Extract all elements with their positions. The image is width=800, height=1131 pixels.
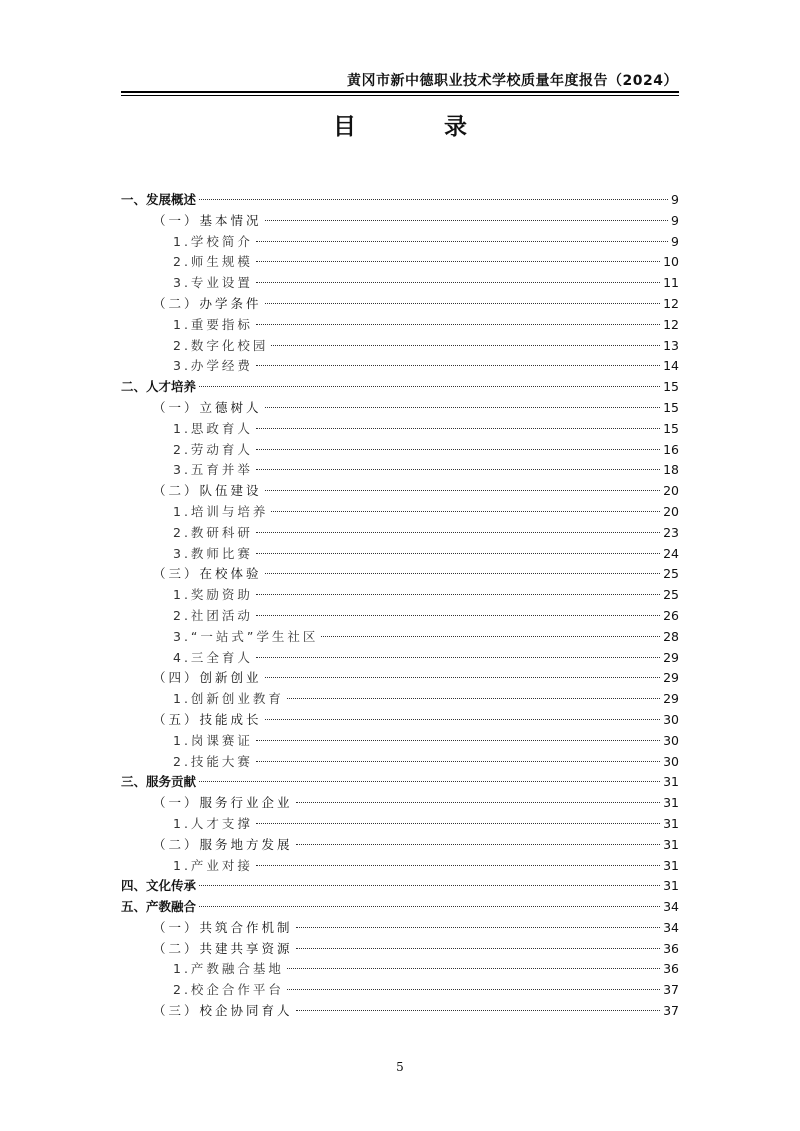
toc-entry-page: 20 — [663, 503, 679, 519]
toc-entry-page: 30 — [663, 732, 679, 748]
dot-leader — [296, 802, 661, 803]
toc-entry-page: 12 — [663, 295, 679, 311]
toc-entry-text: （二）办学条件 — [153, 295, 262, 311]
toc-entry-page: 25 — [663, 587, 679, 603]
toc-entry-text: 4.三全育人 — [173, 649, 253, 665]
toc-entry-page: 12 — [663, 316, 679, 332]
toc-entry-text: 3.“一站式”学生社区 — [173, 628, 319, 644]
toc-entry-text: 3.专业设置 — [173, 275, 253, 291]
toc-entry-level-2[interactable] — [121, 398, 679, 419]
toc-entry-level-1[interactable] — [121, 377, 679, 398]
toc-entry-page: 10 — [663, 254, 679, 270]
dot-leader — [265, 677, 661, 678]
toc-entry-text: 1.思政育人 — [173, 420, 253, 436]
toc-entry-level-3[interactable] — [121, 689, 679, 710]
toc-entry-page: 15 — [663, 399, 679, 415]
dot-leader — [199, 885, 660, 886]
toc-entry-text: 1.重要指标 — [173, 316, 253, 332]
toc-entry-page: 15 — [663, 379, 679, 395]
toc-entry-text: 1.学校简介 — [173, 233, 253, 249]
toc-entry-page: 18 — [663, 462, 679, 478]
toc-entry-text: 3.五育并举 — [173, 462, 253, 478]
toc-entry-page: 13 — [663, 337, 679, 353]
toc-entry-text: （一）立德树人 — [153, 399, 262, 415]
dot-leader — [287, 698, 660, 699]
toc-entry-level-2[interactable] — [121, 668, 679, 689]
dot-leader — [256, 469, 660, 470]
toc-entry-text: 2.师生规模 — [173, 254, 253, 270]
toc-entry-page: 31 — [663, 795, 679, 811]
dot-leader — [256, 615, 660, 616]
dot-leader — [199, 781, 660, 782]
toc-entry-page: 30 — [663, 753, 679, 769]
toc-entry-text: 2.教研科研 — [173, 524, 253, 540]
toc-entry-page: 37 — [663, 982, 679, 998]
toc-entry-page: 9 — [671, 212, 679, 228]
toc-entry-text: 四、文化传承 — [121, 878, 197, 894]
toc-entry-page: 9 — [671, 192, 679, 207]
dot-leader — [287, 968, 660, 969]
toc-entry-page: 15 — [663, 420, 679, 436]
toc-entry-text: 1.培训与培养 — [173, 503, 269, 519]
toc-entry-level-3[interactable] — [121, 731, 679, 752]
toc-entry-level-2[interactable] — [121, 793, 679, 814]
toc-entry-level-2[interactable] — [121, 1001, 679, 1022]
toc-entry-page: 31 — [663, 836, 679, 852]
toc-entry-level-3[interactable] — [121, 502, 679, 523]
toc-entry-text: （二）服务地方发展 — [153, 836, 293, 852]
dot-leader — [265, 303, 661, 304]
dot-leader — [256, 740, 660, 741]
dot-leader — [321, 636, 660, 637]
toc-entry-page: 34 — [663, 899, 679, 915]
toc-entry-level-1[interactable] — [121, 897, 679, 918]
dot-leader — [199, 199, 668, 200]
toc-entry-page: 36 — [663, 940, 679, 956]
toc-entry-text: 二、人才培养 — [121, 379, 197, 395]
toc-entry-page: 36 — [663, 961, 679, 977]
toc-entry-level-3[interactable] — [121, 980, 679, 1001]
running-header-title: 黄冈市新中德职业技术学校质量年度报告（2024） — [347, 73, 678, 89]
toc-entry-text: （四）创新创业 — [153, 670, 262, 686]
toc-entry-level-1[interactable] — [121, 190, 679, 211]
dot-leader — [256, 241, 668, 242]
toc-entry-text: 1.岗课赛证 — [173, 732, 253, 748]
dot-leader — [256, 449, 660, 450]
toc-entry-text: 3.教师比赛 — [173, 545, 253, 561]
toc-entry-page: 20 — [663, 483, 679, 499]
toc-entry-page: 31 — [663, 815, 679, 831]
toc-entry-text: 1.产教融合基地 — [173, 961, 284, 977]
toc-entry-text: 2.校企合作平台 — [173, 982, 284, 998]
toc-entry-page: 30 — [663, 711, 679, 727]
toc-entry-level-2[interactable] — [121, 564, 679, 585]
toc-entry-level-3[interactable] — [121, 544, 679, 565]
toc-entry-text: （三）校企协同育人 — [153, 1003, 293, 1019]
dot-leader — [296, 948, 661, 949]
dot-leader — [256, 428, 660, 429]
toc-entry-page: 23 — [663, 524, 679, 540]
toc-entry-level-3[interactable] — [121, 273, 679, 294]
toc-entry-page: 9 — [671, 233, 679, 249]
dot-leader — [256, 324, 660, 325]
toc-entry-level-3[interactable] — [121, 856, 679, 877]
dot-leader — [296, 1010, 661, 1011]
toc-entry-page: 24 — [663, 545, 679, 561]
dot-leader — [265, 719, 661, 720]
toc-entry-page: 31 — [663, 774, 679, 790]
table-of-contents — [121, 190, 679, 1022]
toc-entry-text: 2.社团活动 — [173, 607, 253, 623]
toc-entry-text: 1.人才支撑 — [173, 815, 253, 831]
toc-entry-text: 1.创新创业教育 — [173, 691, 284, 707]
toc-entry-level-3[interactable] — [121, 648, 679, 669]
dot-leader — [256, 657, 660, 658]
dot-leader — [199, 906, 660, 907]
toc-entry-level-2[interactable] — [121, 211, 679, 232]
dot-leader — [256, 532, 660, 533]
dot-leader — [256, 823, 660, 824]
dot-leader — [265, 573, 661, 574]
toc-entry-text: （二）共建共享资源 — [153, 940, 293, 956]
toc-entry-level-2[interactable] — [121, 918, 679, 939]
toc-entry-level-1[interactable] — [121, 772, 679, 793]
dot-leader — [256, 282, 660, 283]
header-double-rule — [121, 91, 679, 96]
toc-entry-level-3[interactable] — [121, 356, 679, 377]
toc-entry-page: 29 — [663, 691, 679, 707]
toc-entry-text: （一）共筑合作机制 — [153, 919, 293, 935]
toc-entry-text: 3.办学经费 — [173, 358, 253, 374]
dot-leader — [265, 407, 661, 408]
toc-entry-level-2[interactable] — [121, 294, 679, 315]
dot-leader — [199, 386, 660, 387]
toc-entry-text: （三）在校体验 — [153, 566, 262, 582]
toc-entry-text: （一）服务行业企业 — [153, 795, 293, 811]
toc-heading: 目 录 — [332, 114, 507, 140]
toc-entry-text: 1.产业对接 — [173, 857, 253, 873]
dot-leader — [256, 261, 660, 262]
dot-leader — [256, 594, 660, 595]
toc-entry-page: 11 — [663, 275, 679, 291]
dot-leader — [256, 865, 660, 866]
toc-entry-text: 2.劳动育人 — [173, 441, 253, 457]
toc-entry-level-3[interactable] — [121, 419, 679, 440]
dot-leader — [271, 345, 660, 346]
toc-entry-page: 29 — [663, 670, 679, 686]
dot-leader — [287, 989, 660, 990]
toc-entry-level-3[interactable] — [121, 814, 679, 835]
toc-entry-level-3[interactable] — [121, 606, 679, 627]
toc-entry-page: 28 — [663, 628, 679, 644]
toc-entry-level-3[interactable] — [121, 627, 679, 648]
toc-entry-level-3[interactable] — [121, 460, 679, 481]
toc-entry-level-3[interactable] — [121, 232, 679, 253]
toc-entry-page: 14 — [663, 358, 679, 374]
page-number: 5 — [396, 1060, 404, 1074]
toc-entry-level-3[interactable] — [121, 252, 679, 273]
toc-entry-page: 29 — [663, 649, 679, 665]
toc-entry-level-3[interactable] — [121, 959, 679, 980]
toc-entry-level-2[interactable] — [121, 939, 679, 960]
toc-entry-level-2[interactable] — [121, 481, 679, 502]
toc-entry-text: （五）技能成长 — [153, 711, 262, 727]
toc-entry-page: 31 — [663, 878, 679, 894]
toc-entry-text: 2.技能大赛 — [173, 753, 253, 769]
toc-entry-level-3[interactable] — [121, 336, 679, 357]
dot-leader — [265, 220, 669, 221]
toc-entry-text: 三、服务贡献 — [121, 774, 197, 790]
toc-entry-page: 37 — [663, 1003, 679, 1019]
toc-entry-text: 五、产教融合 — [121, 899, 197, 915]
dot-leader — [256, 553, 660, 554]
toc-entry-page: 31 — [663, 857, 679, 873]
toc-entry-level-3[interactable] — [121, 440, 679, 461]
toc-entry-page: 26 — [663, 607, 679, 623]
dot-leader — [271, 511, 660, 512]
toc-entry-level-3[interactable] — [121, 315, 679, 336]
dot-leader — [296, 844, 661, 845]
dot-leader — [296, 927, 661, 928]
dot-leader — [256, 365, 660, 366]
toc-entry-level-1[interactable] — [121, 876, 679, 897]
toc-entry-text: 一、发展概述 — [121, 192, 197, 207]
toc-entry-page: 34 — [663, 919, 679, 935]
toc-entry-text: （一）基本情况 — [153, 212, 262, 228]
toc-entry-level-3[interactable] — [121, 752, 679, 773]
toc-entry-text: （二）队伍建设 — [153, 483, 262, 499]
toc-entry-text: 2.数字化校园 — [173, 337, 269, 353]
toc-entry-level-3[interactable] — [121, 585, 679, 606]
toc-entry-level-3[interactable] — [121, 523, 679, 544]
dot-leader — [256, 761, 660, 762]
toc-entry-page: 25 — [663, 566, 679, 582]
toc-entry-page: 16 — [663, 441, 679, 457]
toc-entry-text: 1.奖励资助 — [173, 587, 253, 603]
toc-entry-level-2[interactable] — [121, 835, 679, 856]
toc-entry-level-2[interactable] — [121, 710, 679, 731]
dot-leader — [265, 490, 661, 491]
